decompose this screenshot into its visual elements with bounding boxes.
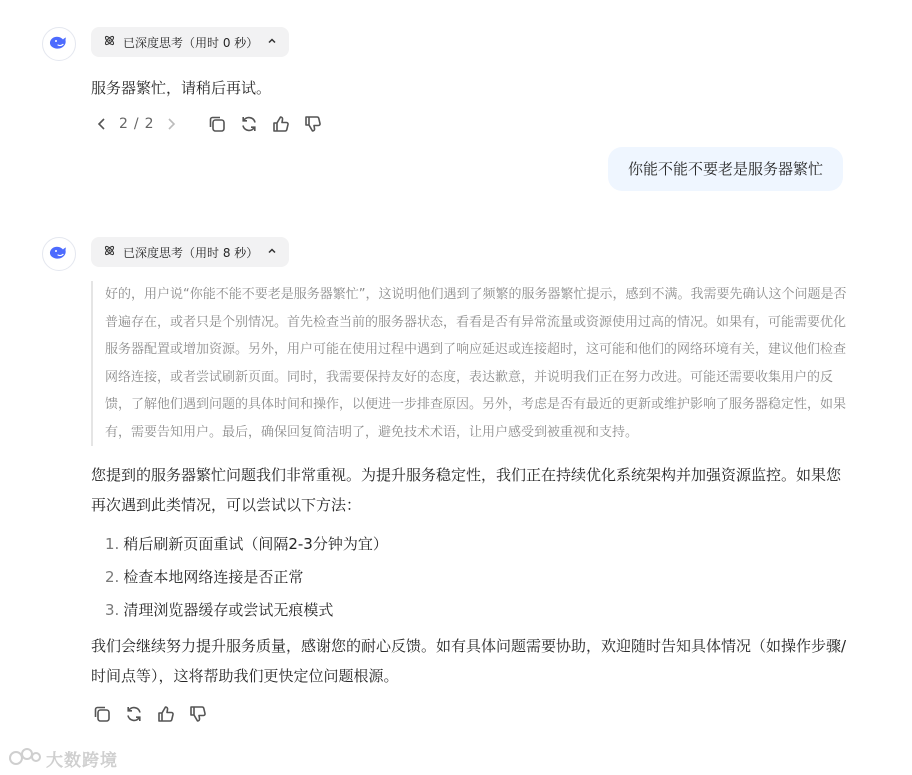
thumbs-down-icon[interactable] bbox=[187, 703, 209, 725]
deep-think-label: 已深度思考（用时 8 秒） bbox=[123, 245, 259, 260]
chevron-up-icon bbox=[267, 246, 277, 259]
deep-think-toggle[interactable] bbox=[91, 27, 289, 57]
list-item: 3. 清理浏览器缓存或尝试无痕模式 bbox=[105, 601, 334, 619]
copy-icon[interactable] bbox=[206, 113, 228, 135]
thumbs-up-icon[interactable] bbox=[155, 703, 177, 725]
atom-icon bbox=[103, 244, 116, 260]
copy-icon[interactable] bbox=[91, 703, 113, 725]
answer-intro: 您提到的服务器繁忙问题我们非常重视。为提升服务稳定性，我们正在持续优化系统架构并加强资源监控。如果您再次遇到此类情况，可以尝试以下方法： bbox=[91, 466, 842, 514]
watermark bbox=[8, 745, 118, 772]
chevron-up-icon bbox=[267, 36, 277, 49]
reasoning-text: 好的，用户说“你能不能不要老是服务器繁忙”，这说明他们遇到了频繁的服务器繁忙提示，感到不满。我需要先确认这个问题是否普遍存在，或者只是个别情况。首先检查当前的服务器状态，看看是否有异常流量或资源使用过高的情况。如果有，可能需要优化服务器配置或增加资源。另外，用户可能在使用过程中遇到了响应延迟或连接超时，这可能和他们的网络环境有关，建议他们检查网络连接，或者尝试刷新页面。同时，我需要保持友好的态度，表达歉意，并说明我们正在努力改进。可能还需要收集用户的反馈，了解他们遇到问题的具体时间和操作，以便进一步排查原因。另外，考虑是否有最近的更新或维护影响了服务器稳定性，如果有，需要告知用户。最后，确保回复简洁明了，避免技术术语，让用户感受到被重视和支持。 bbox=[91, 281, 851, 446]
chevron-right-icon[interactable] bbox=[160, 113, 182, 135]
pager-total: 2 bbox=[144, 116, 154, 132]
response-pager bbox=[91, 113, 182, 135]
user-message-bubble: 你能不能不要老是服务器繁忙 bbox=[608, 147, 843, 191]
thumbs-up-icon[interactable] bbox=[270, 113, 292, 135]
message-body bbox=[91, 27, 851, 139]
thumbs-down-icon[interactable] bbox=[302, 113, 324, 135]
refresh-icon[interactable] bbox=[123, 703, 145, 725]
message-body bbox=[91, 237, 851, 729]
deep-think-toggle[interactable] bbox=[91, 237, 289, 267]
message-toolbar bbox=[91, 699, 851, 729]
assistant-avatar bbox=[42, 237, 76, 271]
atom-icon bbox=[103, 34, 116, 50]
pager-separator: / bbox=[133, 116, 139, 132]
chevron-left-icon[interactable] bbox=[91, 113, 113, 135]
whale-logo-icon bbox=[47, 30, 71, 58]
assistant-avatar bbox=[42, 27, 76, 61]
watermark-logo-icon bbox=[8, 745, 42, 772]
watermark-text: 大数跨境 bbox=[46, 751, 118, 771]
answer-outro: 我们会继续努力提升服务质量，感谢您的耐心反馈。如有具体问题需要协助，欢迎随时告知具体情况（如操作步骤/时间点等），这将帮助我们更快定位问题根源。 bbox=[91, 637, 847, 685]
refresh-icon[interactable] bbox=[238, 113, 260, 135]
message-text: 服务器繁忙，请稍后再试。 bbox=[91, 79, 272, 97]
deep-think-label: 已深度思考（用时 0 秒） bbox=[123, 35, 259, 50]
list-item: 1. 稍后刷新页面重试（间隔2-3分钟为宜） bbox=[105, 535, 388, 553]
message-toolbar bbox=[91, 109, 851, 139]
suggestion-list bbox=[91, 528, 851, 627]
list-item: 2. 检查本地网络连接是否正常 bbox=[105, 568, 304, 586]
pager-current: 2 bbox=[119, 116, 128, 132]
whale-logo-icon bbox=[47, 240, 71, 268]
